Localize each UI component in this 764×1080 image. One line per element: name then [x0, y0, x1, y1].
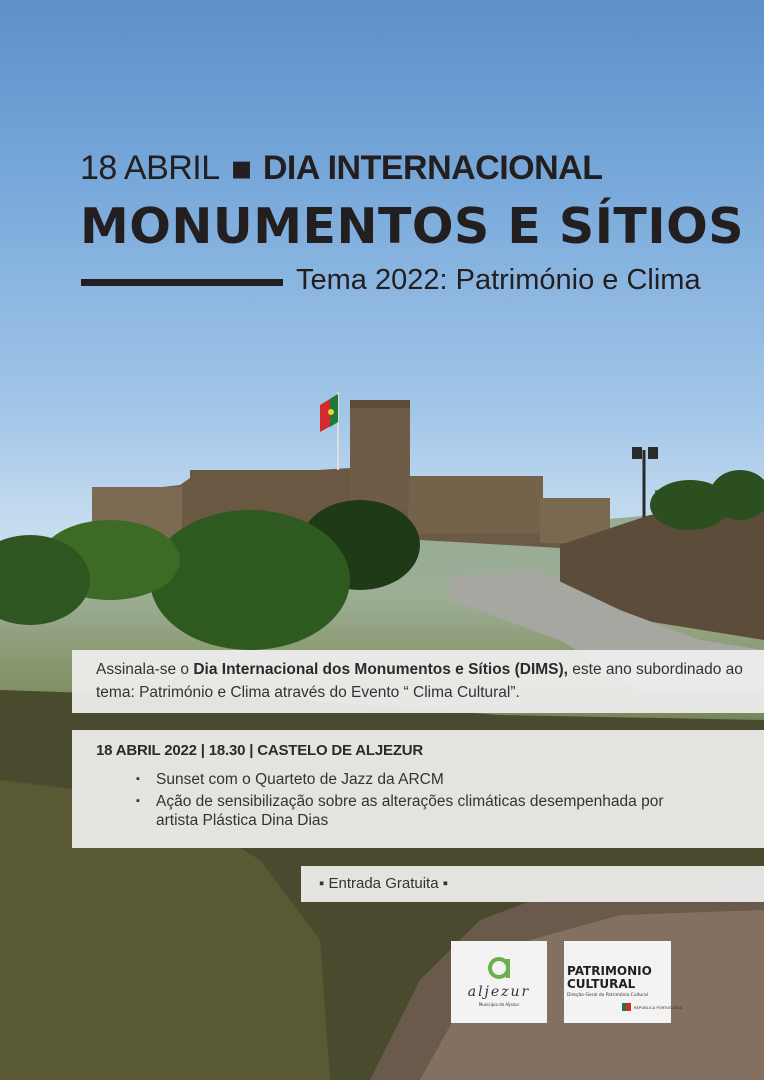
entrada-box	[301, 866, 764, 902]
event-item-text: Ação de sensibilização sobre as alterações climáticas desempenhada por artista Plástica Dina Dias	[156, 793, 664, 829]
event-box	[72, 730, 764, 848]
header-date-line	[80, 148, 603, 188]
event-heading: 18 ABRIL 2022 | 18.30 | CASTELO DE ALJEZUR	[96, 742, 424, 759]
intro-highlight: Dia Internacional dos Monumentos e Sítios (DIMS),	[193, 661, 568, 678]
patrimonio-cultural-logo	[564, 941, 683, 1023]
entrada-text: ▪ Entrada Gratuita ▪	[319, 875, 449, 892]
header-date: 18 ABRIL	[80, 149, 220, 187]
title-rule	[81, 279, 283, 286]
aljezur-logo	[451, 941, 547, 1023]
republica-text: REPÚBLICA PORTUGUESA	[634, 1005, 683, 1010]
event-item	[136, 770, 696, 789]
event-list	[136, 770, 696, 833]
intro-text	[96, 658, 758, 704]
bullet-icon: ▪	[136, 773, 140, 785]
intro-prefix: Assinala-se o	[96, 661, 194, 678]
bullet-icon: ▪	[136, 795, 140, 807]
intro-box	[72, 650, 764, 713]
aljezur-sub: Município de Aljezur	[478, 1002, 520, 1007]
header-dia-internacional: DIA INTERNACIONAL	[262, 149, 603, 187]
patrimonio-sub: Direção-Geral do Património Cultural	[567, 993, 648, 998]
patrimonio-logo-mark	[564, 941, 683, 1023]
aljezur-wordmark: aljezur	[467, 984, 531, 1000]
tema-subtitle: Tema 2022: Património e Clima	[296, 264, 701, 296]
patrimonio-line2: CULTURAL	[567, 977, 636, 991]
aljezur-logo-mark	[451, 941, 547, 1023]
event-item	[136, 792, 696, 830]
patrimonio-line1: PATRIMONIO	[567, 964, 652, 978]
intro-suffix: este ano subordinado ao tema: Património e Clima através do Evento “ Clima Cultural”.	[96, 661, 743, 701]
page-title: MONUMENTOS E SÍTIOS	[80, 198, 745, 255]
event-item-text: Sunset com o Quarteto de Jazz da ARCM	[156, 771, 444, 788]
header-separator: ▪	[229, 148, 253, 188]
